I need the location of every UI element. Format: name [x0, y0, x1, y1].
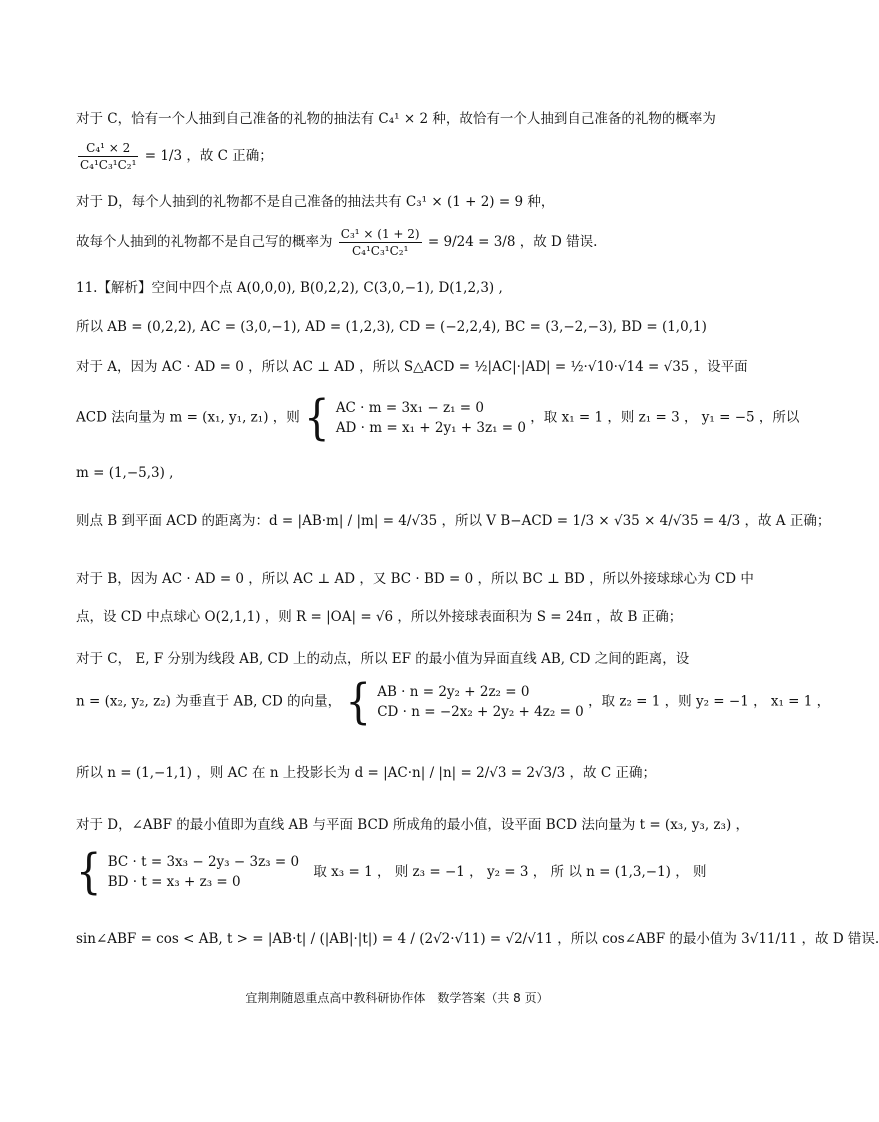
line-c-distance: 对于 C， E, F 分别为线段 AB, CD 上的动点，所以 EF 的最小值为异面直线 AB, CD 之间的距离，设: [76, 651, 690, 667]
line-vectors: 所以 AB = (0,2,2), AC = (3,0,−1), AD = (1,2,3), CD = (−2,2,4), BC = (3,−2,−3), BD = (1,0,1): [76, 319, 707, 335]
line-c-prob: $\frac{\text{C₄¹ × 2}}{\text{C₄¹C₃¹C₂¹}}$ = 1/3 ，故 C 正确；: [80, 141, 273, 172]
line-a-normal: ACD 法向量为 m = (x₁, y₁, z₁) ，则 { AC · m = 3x₁ − z₁ = 0 AD · m = x₁ + 2y₁ + 3z₁ = 0 ，取 x₁ = 1 ，则 z₁ = 3 ， y₁ = −5 ，所以: [76, 390, 800, 446]
fraction-d: $\frac{\text{C₃¹ × (1 + 2)}}{\text{C₄¹C₃¹C₂¹}}$: [340, 227, 420, 258]
system-d: BC · t = 3x₃ − 2y₃ − 3z₃ = 0 BD · t = x₃ + z₃ = 0: [107, 854, 300, 890]
line-a-area: 对于 A，因为 AC · AD = 0 ，所以 AC ⊥ AD ，所以 S△ACD = ½|AC|·|AD| = ½·√10·√14 = √35 ，设平面: [76, 359, 748, 375]
line-b-sphere: 点，设 CD 中点球心 O(2,1,1) ，则 R = |OA| = √6 ，所以外接球表面积为 S = 24π ，故 B 正确；: [76, 609, 683, 625]
line-c-normal: n = (x₂, y₂, z₂) 为垂直于 AB, CD 的向量， { AB · n = 2y₂ + 2z₂ = 0 CD · n = −2x₂ + 2y₂ + 4z₂ = 0 ，取 z₂ = 1 ，则 y₂ = −1 ， x₁ = 1 ，: [76, 674, 831, 730]
line-d-normal: { BC · t = 3x₃ − 2y₃ − 3z₃ = 0 BD · t = x₃ + z₃ = 0 取 x₃ = 1 ， 则 z₃ = −1 ， y₂ = 3 ， 所 以 n = (1,3,−1) ， 则: [76, 844, 707, 900]
line-d-sin: sin∠ABF = cos < AB, t > = |AB·t| / (|AB|·|t|) = 4 / (2√2·√11) = √2/√11 ，所以 cos∠ABF 的最小值为 3√11/11 ，故 D 错误.: [76, 931, 879, 947]
system-c: AB · n = 2y₂ + 2z₂ = 0 CD · n = −2x₂ + 2y₂ + 4z₂ = 0: [377, 684, 584, 720]
line-11-points: 11.【解析】空间中四个点 A(0,0,0), B(0,2,2), C(3,0,−1), D(1,2,3) ,: [76, 280, 503, 296]
line-m-vector: m = (1,−5,3) ,: [76, 465, 174, 481]
line-b-perp: 对于 B，因为 AC · AD = 0 ，所以 AC ⊥ AD ，又 BC · BD = 0 ，所以 BC ⊥ BD ，所以外接球球心为 CD 中: [76, 571, 754, 587]
line-a-distance: 则点 B 到平面 ACD 的距离为：d = |AB·m| / |m| = 4/√35 ，所以 V B−ACD = 1/3 × √35 × 4/√35 = 4/3 ，故 A 正确；: [76, 513, 831, 529]
line-c-projection: 所以 n = (1,−1,1) ，则 AC 在 n 上投影长为 d = |AC·n| / |n| = 2/√3 = 2√3/3 ，故 C 正确；: [76, 765, 656, 781]
line-d-count: 对于 D，每个人抽到的礼物都不是自己准备的抽法共有 C₃¹ × (1 + 2) = 9 种，: [76, 194, 555, 210]
line-d-prob: 故每个人抽到的礼物都不是自己写的概率为 $\frac{\text{C₃¹ × (1 + 2)}}{\text{C₄¹C₃¹C₂¹}}$ = 9/24 = 3/8 ，故 D 错误.: [76, 227, 598, 258]
line-c-count: 对于 C，恰有一个人抽到自己准备的礼物的抽法有 C₄¹ × 2 种，故恰有一个人抽到自己准备的礼物的概率为: [76, 111, 716, 127]
line-d-angle: 对于 D，∠ABF 的最小值即为直线 AB 与平面 BCD 所成角的最小值，设平面 BCD 法向量为 t = (x₃, y₃, z₃) ，: [76, 817, 750, 833]
page-footer: 宜荆荆随恩重点高中教科研协作体 数学答案（共 8 页）: [245, 991, 549, 1005]
system-a: AC · m = 3x₁ − z₁ = 0 AD · m = x₁ + 2y₁ + 3z₁ = 0: [335, 400, 526, 436]
fraction-c: $\frac{\text{C₄¹ × 2}}{\text{C₄¹C₃¹C₂¹}}$: [80, 141, 137, 172]
